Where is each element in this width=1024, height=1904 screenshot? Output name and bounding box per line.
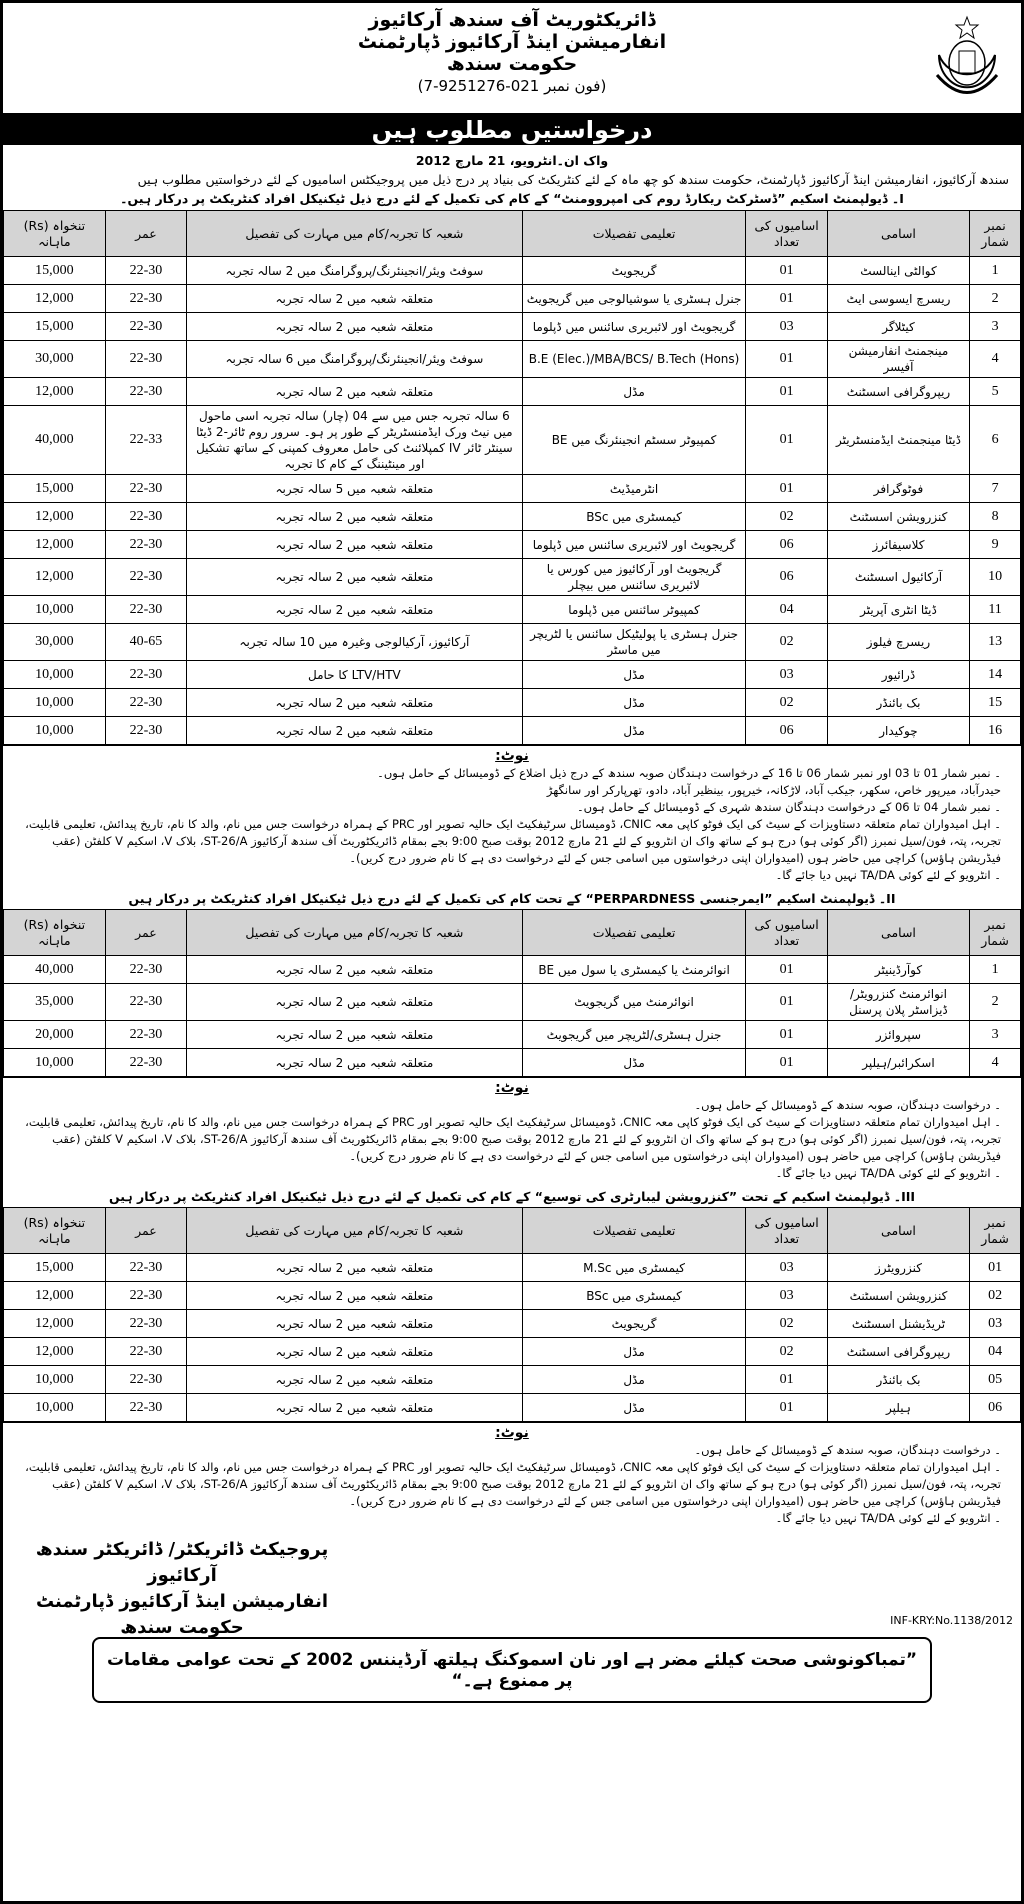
column-header: اسامیوں کی تعداد (746, 910, 827, 956)
intro-text: سندھ آرکائیوز، انفارمیشن اینڈ آرکائیوز ڈپارٹمنٹ، حکومت سندھ کو چھ ماہ کے لئے کنٹریکٹ کی بنیاد پر درج ذیل میں پروجیکٹس اسامیوں کے لئے درخواستیں مطلوب ہیں (137, 172, 1009, 187)
cell: ڈیٹا مینجمنٹ ایڈمنسٹریٹر (827, 406, 969, 475)
cell: 9 (970, 531, 1021, 559)
note-item: ۔ درخواست دہندگان، صوبہ سندھ کے ڈومیسائل کے حامل ہوں۔ (694, 1443, 1001, 1457)
cell: کلاسیفائرز (827, 531, 969, 559)
cell: متعلقہ شعبہ میں 2 سالہ تجربہ (187, 1394, 523, 1422)
cell: 22-30 (105, 1282, 186, 1310)
cell: 16 (970, 717, 1021, 745)
notes-1 (3, 745, 1021, 888)
column-header: نمبر شمار (970, 910, 1021, 956)
table-row (4, 624, 1021, 661)
notes-title: نوٹ: (495, 748, 529, 764)
table-row (4, 1366, 1021, 1394)
cell: 40,000 (4, 956, 106, 984)
cell: 12,000 (4, 378, 106, 406)
cell: 22-30 (105, 1021, 186, 1049)
header-line-2: انفارمیشن اینڈ آرکائیوز ڈپارٹمنٹ (357, 31, 667, 53)
cell: 01 (746, 341, 827, 378)
header (3, 3, 1021, 115)
cell: 22-30 (105, 257, 186, 285)
signature-line-1: پروجیکٹ ڈائریکٹر/ ڈائریکٹر سندھ آرکائیوز (35, 1539, 329, 1586)
cell: 22-30 (105, 475, 186, 503)
column-header: عمر (105, 211, 186, 257)
note-item: ۔ نمبر شمار 01 تا 03 اور نمبر شمار 06 تا 16 کے درخواست دہندگان صوبہ سندھ کے درج ذیل اضلاع کے ڈومیسائل کے حامل ہوں۔ (377, 766, 1001, 780)
cell: انوائرمنٹ میں گریجویٹ (522, 984, 746, 1021)
cell: متعلقہ شعبہ میں 2 سالہ تجربہ (187, 1366, 523, 1394)
cell: 06 (970, 1394, 1021, 1422)
cell: 12,000 (4, 559, 106, 596)
cell: ٹریڈیشنل اسسٹنٹ (827, 1310, 969, 1338)
cell: مڈل (522, 1366, 746, 1394)
cell: 22-30 (105, 341, 186, 378)
cell: 12,000 (4, 285, 106, 313)
cell: 35,000 (4, 984, 106, 1021)
note-item: حیدرآباد، میرپور خاص، سکھر، جیکب آباد، لاڑکانہ، خیرپور، بینظیر آباد، دادو، تھرپارکر اور سانگھڑ (546, 783, 1001, 797)
cell: 03 (970, 1310, 1021, 1338)
cell: کوالٹی اینالسٹ (827, 257, 969, 285)
cell: 40,000 (4, 406, 106, 475)
cell: ریپروگرافی اسسٹنٹ (827, 378, 969, 406)
cell: متعلقہ شعبہ میں 2 سالہ تجربہ (187, 378, 523, 406)
table-row (4, 596, 1021, 624)
signature-line-3: حکومت سندھ (120, 1617, 244, 1638)
jobs-table-3 (3, 1207, 1021, 1422)
cell: 10,000 (4, 689, 106, 717)
cell: 6 (970, 406, 1021, 475)
table-row (4, 378, 1021, 406)
cell: متعلقہ شعبہ میں 2 سالہ تجربہ (187, 596, 523, 624)
cell: کنزرویٹرز (827, 1254, 969, 1282)
cell: 06 (746, 717, 827, 745)
cell: ریپروگرافی اسسٹنٹ (827, 1338, 969, 1366)
cell: کمپیوٹر سائنس میں ڈپلوما (522, 596, 746, 624)
cell: جنرل ہسٹری/لٹریچر میں گریجویٹ (522, 1021, 746, 1049)
cell: 14 (970, 661, 1021, 689)
cell: 15,000 (4, 313, 106, 341)
table-row (4, 531, 1021, 559)
column-header: اسامی (827, 211, 969, 257)
cell: کیمسٹری میں M.Sc (522, 1254, 746, 1282)
cell: 01 (746, 984, 827, 1021)
column-header: تنخواہ (Rs) ماہانہ (4, 1208, 106, 1254)
cell: 12,000 (4, 503, 106, 531)
cell: متعلقہ شعبہ میں 2 سالہ تجربہ (187, 956, 523, 984)
cell: 40-65 (105, 624, 186, 661)
cell: مڈل (522, 1394, 746, 1422)
cell: متعلقہ شعبہ میں 2 سالہ تجربہ (187, 1254, 523, 1282)
table-row (4, 956, 1021, 984)
table-header-row (4, 211, 1021, 257)
cell: کمپیوٹر سسٹم انجینئرنگ میں BE (522, 406, 746, 475)
section-2-title: II۔ ڈیولپمنٹ اسکیم ”ایمرجنسی PERPARDNESS“ کے تحت کام کی تکمیل کے لئے درج ذیل ٹیکنیکل افراد کنٹریکٹ پر درکار ہیں (128, 891, 896, 906)
cell: مینجمنٹ انفارمیشن آفیسر (827, 341, 969, 378)
cell: کیٹلاگر (827, 313, 969, 341)
table-header-row (4, 910, 1021, 956)
cell: مڈل (522, 378, 746, 406)
banner-applications-wanted: درخواستیں مطلوب ہیں (3, 115, 1021, 145)
cell: متعلقہ شعبہ میں 2 سالہ تجربہ (187, 285, 523, 313)
cell: 22-30 (105, 689, 186, 717)
cell: متعلقہ شعبہ میں 2 سالہ تجربہ (187, 1338, 523, 1366)
cell: 4 (970, 341, 1021, 378)
signature-block (17, 1537, 347, 1641)
cell: 06 (746, 531, 827, 559)
cell: جنرل ہسٹری یا پولیٹیکل سائنس یا لٹریچر میں ماسٹر (522, 624, 746, 661)
table-row (4, 1338, 1021, 1366)
cell: B.E (Elec.)/MBA/BCS/ B.Tech (Hons) (522, 341, 746, 378)
cell: مڈل (522, 1338, 746, 1366)
signature-line-2: انفارمیشن اینڈ آرکائیوز ڈپارٹمنٹ (35, 1591, 329, 1612)
footer (3, 1531, 1021, 1638)
cell: 02 (746, 689, 827, 717)
cell: انوائرمنٹ کنزرویٹر/ ڈیزاسٹر پلان پرسنل (827, 984, 969, 1021)
cell: متعلقہ شعبہ میں 2 سالہ تجربہ (187, 1021, 523, 1049)
cell: 22-30 (105, 531, 186, 559)
cell: 30,000 (4, 341, 106, 378)
table-row (4, 257, 1021, 285)
column-header: اسامی (827, 910, 969, 956)
cell: 20,000 (4, 1021, 106, 1049)
cell: متعلقہ شعبہ میں 2 سالہ تجربہ (187, 313, 523, 341)
table-row (4, 1254, 1021, 1282)
table-row (4, 503, 1021, 531)
column-header: اسامی (827, 1208, 969, 1254)
table-row (4, 406, 1021, 475)
cell: 5 (970, 378, 1021, 406)
column-header: تنخواہ (Rs) ماہانہ (4, 211, 106, 257)
cell: مڈل (522, 661, 746, 689)
intro (3, 145, 1021, 210)
table-row (4, 1021, 1021, 1049)
cell: 1 (970, 956, 1021, 984)
cell: 12,000 (4, 1310, 106, 1338)
section-3-title: III۔ ڈیولپمنٹ اسکیم کے تحت ”کنزرویشن لیبارٹری کی توسیع“ کے کام کی تکمیل کے لئے درج ذیل ٹیکنیکل افراد کنٹریکٹ پر درکار ہیں (108, 1189, 916, 1204)
cell: متعلقہ شعبہ میں 2 سالہ تجربہ (187, 559, 523, 596)
cell: متعلقہ شعبہ میں 2 سالہ تجربہ (187, 531, 523, 559)
cell: 01 (746, 1049, 827, 1077)
cell: 04 (746, 596, 827, 624)
table-row (4, 689, 1021, 717)
cell: سوفٹ ویئر/انجینئرنگ/پروگرامنگ میں 6 سالہ تجربہ (187, 341, 523, 378)
cell: 3 (970, 1021, 1021, 1049)
cell: اسکرائبر/ہیلپر (827, 1049, 969, 1077)
cell: 22-30 (105, 717, 186, 745)
cell: متعلقہ شعبہ میں 5 سالہ تجربہ (187, 475, 523, 503)
cell: 22-30 (105, 1254, 186, 1282)
cell: 6 سالہ تجربہ جس میں سے 04 (چار) سالہ تجربہ اسی ماحول میں نیٹ ورک ایڈمنسٹریٹر کے طور پر ہو۔ سرور روم ٹائر-2 ڈیٹا سینٹر ٹائر IV کمپلائنٹ کی حامل معروف کمپنی کے ساتھ تشکیل اور مینٹیننگ کے کام کا تجربہ (187, 406, 523, 475)
cell: متعلقہ شعبہ میں 2 سالہ تجربہ (187, 503, 523, 531)
cell: 15 (970, 689, 1021, 717)
note-item: ۔ انٹرویو کے لئے کوئی TA/DA نہیں دیا جائے گا۔ (775, 868, 1001, 882)
cell: 22-30 (105, 956, 186, 984)
note-item: ۔ درخواست دہندگان، صوبہ سندھ کے ڈومیسائل کے حامل ہوں۔ (694, 1098, 1001, 1112)
cell: 10 (970, 559, 1021, 596)
cell: ریسرچ ایسوسی ایٹ (827, 285, 969, 313)
cell: 7 (970, 475, 1021, 503)
table-row (4, 1049, 1021, 1077)
cell: متعلقہ شعبہ میں 2 سالہ تجربہ (187, 1310, 523, 1338)
cell: 3 (970, 313, 1021, 341)
cell: 22-30 (105, 661, 186, 689)
column-header: شعبہ کا تجربہ/کام میں مہارت کی تفصیل (187, 1208, 523, 1254)
cell: 22-30 (105, 984, 186, 1021)
cell: مڈل (522, 717, 746, 745)
notes-title: نوٹ: (495, 1080, 529, 1096)
note-item: ۔ اہل امیدواران تمام متعلقہ دستاویزات کے سیٹ کی ایک فوٹو کاپی معہ CNIC، ڈومیسائل سرٹیفکیٹ ایک حالیہ تصویر اور PRC کے ہمراہ درخواست جس میں نام، والد کا نام، تاریخ پیدائش، تعلیمی قابلیت، تجربہ، پتہ، فون/سیل نمبرز (اگر کوئی ہو) درج ہو کے ساتھ واک ان انٹرویو کے لئے 21 مارچ 2012 بوقت صبح 9:00 بجے بمقام ڈائریکٹوریٹ آف سندھ آرکائیوز ST-26/A، بلاک V، اسکیم V کلفٹن (عقب فیڈریشن ہاؤس) کراچی میں حاضر ہوں (امیدواران اپنی درخواستوں میں اسامی جس کے لئے درخواست دی ہے کا نام ضرور درج کریں)۔ (25, 817, 1001, 865)
table-row (4, 313, 1021, 341)
cell: انوائرمنٹ یا کیمسٹری یا سول میں BE (522, 956, 746, 984)
cell: 15,000 (4, 1254, 106, 1282)
cell: جنرل ہسٹری یا سوشیالوجی میں گریجویٹ (522, 285, 746, 313)
table-row (4, 341, 1021, 378)
section-1-title: I۔ ڈیولپمنٹ اسکیم ”ڈسٹرکٹ ریکارڈ روم کی امپروومنٹ“ کے کام کی تکمیل کے لئے درج ذیل ٹیکنیکل افراد کنٹریکٹ پر درکار ہیں۔ (120, 191, 904, 206)
cell: سوفٹ ویئر/انجینئرنگ/پروگرامنگ میں 2 سالہ تجربہ (187, 257, 523, 285)
cell: 06 (746, 559, 827, 596)
note-item: ۔ اہل امیدواران تمام متعلقہ دستاویزات کے سیٹ کی ایک فوٹو کاپی معہ CNIC، ڈومیسائل سرٹیفکیٹ ایک حالیہ تصویر اور PRC کے ہمراہ درخواست جس میں نام، والد کا نام، تاریخ پیدائش، تعلیمی قابلیت، تجربہ، پتہ، فون/سیل نمبرز (اگر کوئی ہو) درج ہو کے ساتھ واک ان انٹرویو کے لئے 21 مارچ 2012 بوقت صبح 9:00 بجے بمقام ڈائریکٹوریٹ آف سندھ آرکائیوز ST-26/A، بلاک V، اسکیم V کلفٹن (عقب فیڈریشن ہاؤس) کراچی میں حاضر ہوں (امیدواران اپنی درخواستوں میں اسامی جس کے لئے درخواست دی ہے کا نام ضرور درج کریں)۔ (25, 1115, 1001, 1163)
cell: 03 (746, 313, 827, 341)
cell: متعلقہ شعبہ میں 2 سالہ تجربہ (187, 984, 523, 1021)
cell: فوٹوگرافر (827, 475, 969, 503)
cell: متعلقہ شعبہ میں 2 سالہ تجربہ (187, 689, 523, 717)
cell: 10,000 (4, 1366, 106, 1394)
cell: مڈل (522, 689, 746, 717)
column-header: تعلیمی تفصیلات (522, 910, 746, 956)
column-header: اسامیوں کی تعداد (746, 1208, 827, 1254)
cell: 02 (746, 1310, 827, 1338)
note-item: ۔ انٹرویو کے لئے کوئی TA/DA نہیں دیا جائے گا۔ (775, 1511, 1001, 1525)
cell: 10,000 (4, 1049, 106, 1077)
cell: 01 (746, 406, 827, 475)
cell: آرکائیول اسسٹنٹ (827, 559, 969, 596)
cell: 1 (970, 257, 1021, 285)
cell: ڈرائیور (827, 661, 969, 689)
cell: 05 (970, 1366, 1021, 1394)
column-header: عمر (105, 910, 186, 956)
column-header: شعبہ کا تجربہ/کام میں مہارت کی تفصیل (187, 211, 523, 257)
header-phone: (فون نمبر 021-9251276-7) (417, 77, 607, 95)
cell: 01 (746, 956, 827, 984)
column-header: شعبہ کا تجربہ/کام میں مہارت کی تفصیل (187, 910, 523, 956)
table-row (4, 285, 1021, 313)
table-row (4, 661, 1021, 689)
cell: 10,000 (4, 596, 106, 624)
cell: 22-33 (105, 406, 186, 475)
column-header: تعلیمی تفصیلات (522, 211, 746, 257)
cell: 15,000 (4, 257, 106, 285)
cell: گریجویٹ (522, 257, 746, 285)
column-header: نمبر شمار (970, 211, 1021, 257)
cell: 01 (746, 1021, 827, 1049)
table-row (4, 984, 1021, 1021)
cell: گریجویٹ اور آرکائیوز میں کورس یا لائبریری سائنس میں بیچلر (522, 559, 746, 596)
cell: 01 (746, 257, 827, 285)
cell: 22-30 (105, 1310, 186, 1338)
table-row (4, 717, 1021, 745)
cell: 12,000 (4, 531, 106, 559)
cell: 8 (970, 503, 1021, 531)
cell: 22-30 (105, 596, 186, 624)
cell: 30,000 (4, 624, 106, 661)
note-item: ۔ نمبر شمار 04 تا 06 کے درخواست دہندگان سندھ شہری کے ڈومیسائل کے حامل ہوں۔ (576, 800, 1001, 814)
cell: 4 (970, 1049, 1021, 1077)
cell: انٹرمیڈیٹ (522, 475, 746, 503)
cell: 03 (746, 1254, 827, 1282)
header-line-3: حکومت سندھ (446, 53, 578, 75)
cell: LTV/HTV کا حامل (187, 661, 523, 689)
cell: کیمسٹری میں BSc (522, 503, 746, 531)
cell: بک بائنڈر (827, 689, 969, 717)
column-header: نمبر شمار (970, 1208, 1021, 1254)
notes-title: نوٹ: (495, 1425, 529, 1441)
reference-number: INF-KRY:No.1138/2012 (890, 1614, 1013, 1627)
smoking-warning: ”تمباکونوشی صحت کیلئے مضر ہے اور نان اسموکنگ ہیلتھ آرڈیننس 2002 کے تحت عوامی مقامات پر ممنوع ہے۔“ (92, 1637, 932, 1703)
cell: 01 (746, 1366, 827, 1394)
cell: 01 (746, 378, 827, 406)
cell: 2 (970, 984, 1021, 1021)
cell: 03 (746, 661, 827, 689)
note-item: ۔ اہل امیدواران تمام متعلقہ دستاویزات کے سیٹ کی ایک فوٹو کاپی معہ CNIC، ڈومیسائل سرٹیفکیٹ ایک حالیہ تصویر اور PRC کے ہمراہ درخواست جس میں نام، والد کا نام، تاریخ پیدائش، تعلیمی قابلیت، تجربہ، پتہ، فون/سیل نمبرز (اگر کوئی ہو) درج ہو کے ساتھ واک ان انٹرویو کے لئے 21 مارچ 2012 بوقت صبح 9:00 بجے بمقام ڈائریکٹوریٹ آف سندھ آرکائیوز ST-26/A، بلاک V، اسکیم V کلفٹن (عقب فیڈریشن ہاؤس) کراچی میں حاضر ہوں (امیدواران اپنی درخواستوں میں اسامی جس کے لئے درخواست دی ہے کا نام ضرور درج کریں)۔ (25, 1460, 1001, 1508)
column-header: تعلیمی تفصیلات (522, 1208, 746, 1254)
sindh-emblem-icon (927, 15, 1007, 103)
cell: کوآرڈینیٹر (827, 956, 969, 984)
jobs-table-1 (3, 210, 1021, 745)
cell: 22-30 (105, 378, 186, 406)
cell: 22-30 (105, 559, 186, 596)
cell: 22-30 (105, 1394, 186, 1422)
cell: 22-30 (105, 503, 186, 531)
cell: ہیلپر (827, 1394, 969, 1422)
cell: 10,000 (4, 717, 106, 745)
cell: 10,000 (4, 1394, 106, 1422)
walkin-date: واک ان۔انٹرویو، 21 مارچ 2012 (415, 153, 609, 168)
cell: 01 (970, 1254, 1021, 1282)
notes-2 (3, 1077, 1021, 1186)
cell: 15,000 (4, 475, 106, 503)
cell: گریجویٹ (522, 1310, 746, 1338)
cell: 13 (970, 624, 1021, 661)
cell: 12,000 (4, 1338, 106, 1366)
cell: 22-30 (105, 285, 186, 313)
cell: 22-30 (105, 313, 186, 341)
cell: کیمسٹری میں BSc (522, 1282, 746, 1310)
note-item: ۔ انٹرویو کے لئے کوئی TA/DA نہیں دیا جائے گا۔ (775, 1166, 1001, 1180)
table-row (4, 559, 1021, 596)
cell: گریجویٹ اور لائبریری سائنس میں ڈپلوما (522, 313, 746, 341)
column-header: اسامیوں کی تعداد (746, 211, 827, 257)
cell: چوکیدار (827, 717, 969, 745)
header-line-1: ڈائریکٹوریٹ آف سندھ آرکائیوز (368, 9, 656, 31)
cell: گریجویٹ اور لائبریری سائنس میں ڈپلوما (522, 531, 746, 559)
cell: 10,000 (4, 661, 106, 689)
cell: کنزرویشن اسسٹنٹ (827, 503, 969, 531)
cell: 12,000 (4, 1282, 106, 1310)
column-header: تنخواہ (Rs) ماہانہ (4, 910, 106, 956)
cell: متعلقہ شعبہ میں 2 سالہ تجربہ (187, 717, 523, 745)
cell: 22-30 (105, 1338, 186, 1366)
cell: ریسرچ فیلوز (827, 624, 969, 661)
cell: 22-30 (105, 1366, 186, 1394)
cell: 22-30 (105, 1049, 186, 1077)
cell: 04 (970, 1338, 1021, 1366)
cell: 02 (970, 1282, 1021, 1310)
cell: 02 (746, 503, 827, 531)
jobs-table-2 (3, 909, 1021, 1077)
column-header: عمر (105, 1208, 186, 1254)
table-row (4, 1282, 1021, 1310)
cell: بک بائنڈر (827, 1366, 969, 1394)
cell: سپروائزر (827, 1021, 969, 1049)
cell: 02 (746, 1338, 827, 1366)
cell: 11 (970, 596, 1021, 624)
table-row (4, 1394, 1021, 1422)
cell: 02 (746, 624, 827, 661)
cell: 01 (746, 285, 827, 313)
cell: 03 (746, 1282, 827, 1310)
cell: کنزرویشن اسسٹنٹ (827, 1282, 969, 1310)
cell: مڈل (522, 1049, 746, 1077)
table-row (4, 475, 1021, 503)
cell: متعلقہ شعبہ میں 2 سالہ تجربہ (187, 1049, 523, 1077)
cell: ڈیٹا انٹری آپریٹر (827, 596, 969, 624)
cell: 01 (746, 1394, 827, 1422)
cell: 2 (970, 285, 1021, 313)
table-row (4, 1310, 1021, 1338)
notes-3 (3, 1422, 1021, 1531)
table-header-row (4, 1208, 1021, 1254)
cell: 01 (746, 475, 827, 503)
cell: آرکائیوز، آرکیالوجی وغیرہ میں 10 سالہ تجربہ (187, 624, 523, 661)
cell: متعلقہ شعبہ میں 2 سالہ تجربہ (187, 1282, 523, 1310)
